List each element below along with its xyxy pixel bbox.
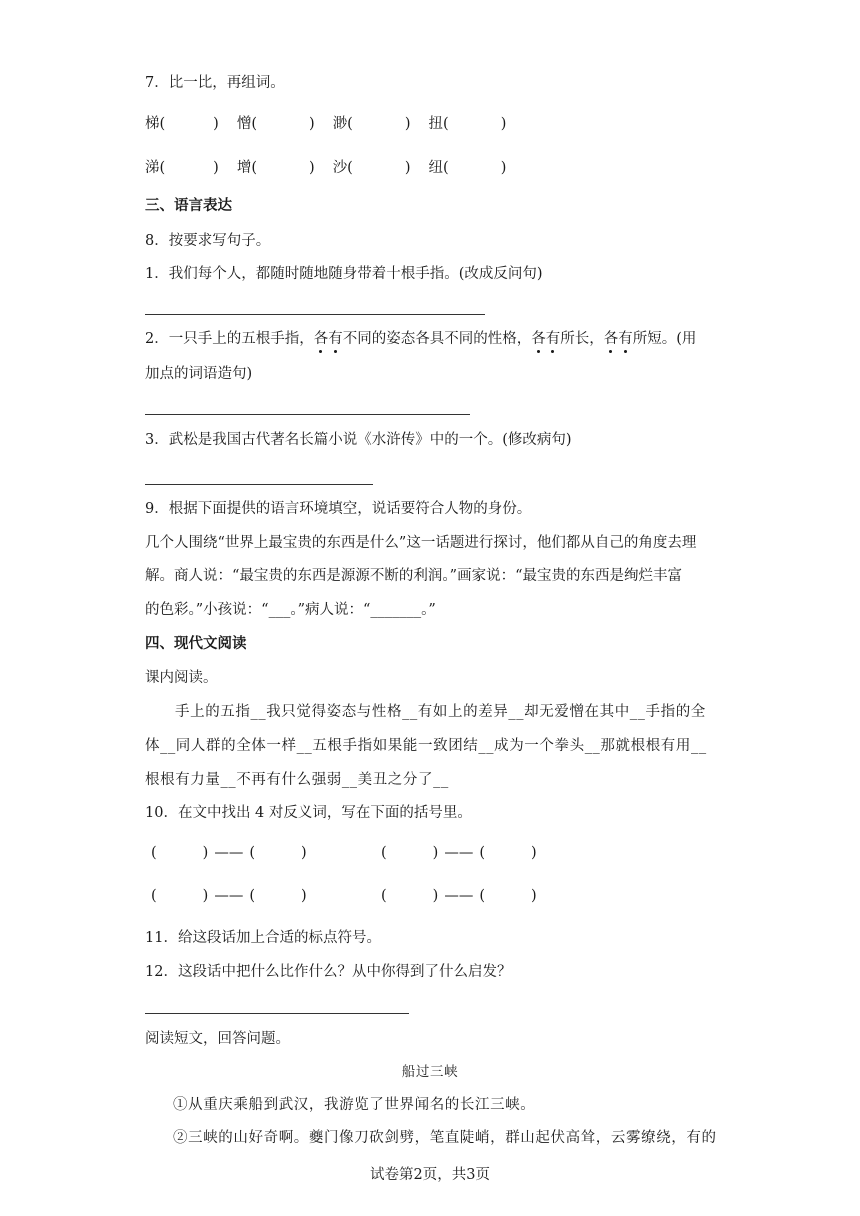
section-heading-3: 三、语言表达 <box>145 197 232 214</box>
dotted-char: 有 <box>328 331 343 347</box>
word-char: 梯( <box>145 116 166 132</box>
q7-row-1 <box>145 117 506 132</box>
word-char: 憎( <box>236 116 258 132</box>
word-paren: ) <box>213 160 219 176</box>
q9-para-line-2: 解。商人说：“最宝贵的东西是源源不断的利润。”画家说：“最宝贵的东西是绚烂丰富 <box>145 568 682 584</box>
word-char: 渺( <box>332 116 353 132</box>
q9-para-line-3: 的色彩。”小孩说：“___。”病人说：“_______。” <box>145 602 436 618</box>
antonym-pair: ( ) —— ( ) <box>381 888 537 904</box>
dotted-char: 各 <box>603 331 619 347</box>
q11-title: 11．给这段话加上合适的标点符号。 <box>145 930 381 946</box>
q8-sentence-2: 2．一只手上的五根手指，各有不同的姿态各具不同的性格，各有所长，各有所短。(用 <box>145 331 697 347</box>
dotted-char: 有 <box>618 331 633 347</box>
word-char: 纽( <box>428 160 449 176</box>
q8-sentence-1: 1．我们每个人，都随时随地随身带着十根手指。(改成反问句) <box>145 266 543 282</box>
antonym-pair: ( ) —— ( ) <box>151 888 307 904</box>
dotted-char: 有 <box>545 331 561 347</box>
word-paren: ) <box>500 116 507 132</box>
q8-sentence-2-cont: 加点的词语造句) <box>145 366 253 382</box>
page-footer: 试卷第2页，共3页 <box>370 1167 490 1183</box>
answer-line[interactable] <box>145 414 470 415</box>
word-paren: ) <box>309 116 315 132</box>
q7-title: 7．比一比，再组词。 <box>145 75 285 91</box>
word-char: 沙( <box>332 160 353 176</box>
dotted-char: 各 <box>531 331 546 347</box>
word-paren: ) <box>213 116 219 132</box>
word-char: 涕( <box>145 160 166 176</box>
q8-title: 8．按要求写句子。 <box>145 233 271 249</box>
answer-line[interactable] <box>145 1013 409 1014</box>
section-heading-4: 四、现代文阅读 <box>145 635 247 652</box>
dotted-char: 各 <box>313 331 329 347</box>
q9-title: 9．根据下面提供的语言环境填空，说话要符合人物的身份。 <box>145 501 532 517</box>
word-paren: ) <box>404 116 411 132</box>
reading-intro: 课内阅读。 <box>145 670 218 686</box>
answer-line[interactable] <box>145 484 373 485</box>
q9-para-line-1: 几个人围绕“世界上最宝贵的东西是什么”这一话题进行探讨，他们都从自己的角度去理 <box>145 535 697 551</box>
word-paren: ) <box>309 160 315 176</box>
passage-line-2: 体__同人群的全体一样__五根手指如果能一致团结__成为一个拳头__那就根根有用__ <box>145 738 707 754</box>
q7-row-2 <box>145 161 506 176</box>
answer-line[interactable] <box>145 314 485 315</box>
word-paren: ) <box>500 160 507 176</box>
q8-sentence-3: 3．武松是我国古代著名长篇小说《水浒传》中的一个。(修改病句) <box>145 432 572 448</box>
article-title: 船过三峡 <box>401 1064 459 1080</box>
antonym-pair: ( ) —— ( ) <box>151 845 307 861</box>
article-para-2: ②三峡的山好奇啊。夔门像刀砍剑劈，笔直陡峭，群山起伏高耸，云雾缭绕，有的 <box>173 1130 717 1146</box>
antonym-pair: ( ) —— ( ) <box>381 845 537 861</box>
passage-line-3: 根根有力量__不再有什么强弱__美丑之分了__ <box>145 772 449 788</box>
passage-line-1: 手上的五指__我只觉得姿态与性格__有如上的差异__却无爱憎在其中__手指的全 <box>175 704 706 720</box>
word-paren: ) <box>404 160 411 176</box>
q12-title: 12．这段话中把什么比作什么？从中你得到了什么启发？ <box>145 964 512 980</box>
reading-intro-2: 阅读短文，回答问题。 <box>145 1031 290 1047</box>
q10-title: 10．在文中找出 4 对反义词，写在下面的括号里。 <box>145 805 472 821</box>
word-char: 扭( <box>428 116 449 132</box>
word-char: 增( <box>236 160 258 176</box>
article-para-1: ①从重庆乘船到武汉，我游览了世界闻名的长江三峡。 <box>173 1097 536 1113</box>
